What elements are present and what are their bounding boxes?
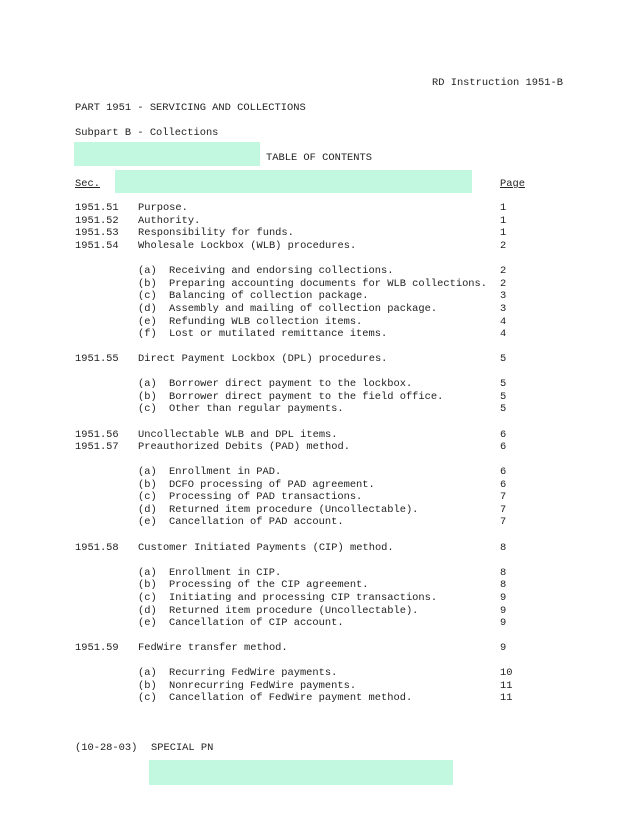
subsection-title: Processing of the CIP agreement. xyxy=(169,579,369,591)
subsection-letter: (a) xyxy=(138,567,157,579)
subsection-title: Returned item procedure (Uncollectable). xyxy=(169,605,419,617)
subsection-letter: (e) xyxy=(138,516,157,528)
subsection-letter: (e) xyxy=(138,617,157,629)
page-number: 5 xyxy=(500,391,507,403)
page-number: 6 xyxy=(500,479,507,491)
page-number: 1 xyxy=(500,215,507,227)
subsection-title: Refunding WLB collection items. xyxy=(169,316,363,328)
subsection-letter: (b) xyxy=(138,579,157,591)
page-number: 1 xyxy=(500,202,507,214)
subsection-letter: (e) xyxy=(138,316,157,328)
section-number: 1951.57 xyxy=(75,441,119,453)
page-number: 9 xyxy=(500,592,507,604)
subsection-title: Cancellation of FedWire payment method. xyxy=(169,692,413,704)
page-number: 2 xyxy=(500,240,507,252)
subsection-title: Recurring FedWire payments. xyxy=(169,667,338,679)
subsection-title: Enrollment in CIP. xyxy=(169,567,282,579)
page-number: 4 xyxy=(500,328,507,340)
part-title: PART 1951 - SERVICING AND COLLECTIONS xyxy=(75,102,306,114)
subsection-letter: (b) xyxy=(138,391,157,403)
page-number: 6 xyxy=(500,441,507,453)
section-title: Direct Payment Lockbox (DPL) procedures. xyxy=(138,353,388,365)
toc-title: TABLE OF CONTENTS xyxy=(266,152,373,164)
section-title: FedWire transfer method. xyxy=(138,642,288,654)
page-number: 11 xyxy=(500,680,513,692)
subsection-title: Lost or mutilated remittance items. xyxy=(169,328,388,340)
section-number: 1951.58 xyxy=(75,542,119,554)
subsection-letter: (d) xyxy=(138,605,157,617)
subsection-title: Returned item procedure (Uncollectable). xyxy=(169,504,419,516)
subsection-letter: (f) xyxy=(138,328,157,340)
section-title: Purpose. xyxy=(138,202,188,214)
section-title: Preauthorized Debits (PAD) method. xyxy=(138,441,351,453)
page-number: 2 xyxy=(500,265,507,277)
subsection-title: Cancellation of PAD account. xyxy=(169,516,344,528)
subsection-title: Assembly and mailing of collection package. xyxy=(169,303,438,315)
section-number: 1951.59 xyxy=(75,642,119,654)
section-number: 1951.55 xyxy=(75,353,119,365)
page-number: 5 xyxy=(500,353,507,365)
subsection-letter: (a) xyxy=(138,667,157,679)
subsection-letter: (c) xyxy=(138,491,157,503)
page-number: 2 xyxy=(500,278,507,290)
highlight-box-subpart xyxy=(74,142,260,166)
section-number: 1951.52 xyxy=(75,215,119,227)
section-title: Customer Initiated Payments (CIP) method. xyxy=(138,542,394,554)
highlight-box-footer xyxy=(149,760,453,785)
highlight-box-toc xyxy=(115,170,472,193)
subsection-title: Borrower direct payment to the field office. xyxy=(169,391,444,403)
subsection-letter: (b) xyxy=(138,278,157,290)
page-number: 5 xyxy=(500,378,507,390)
page-number: 9 xyxy=(500,605,507,617)
sec-column-header: Sec. xyxy=(75,178,100,190)
subsection-letter: (a) xyxy=(138,466,157,478)
section-number: 1951.53 xyxy=(75,227,119,239)
subsection-letter: (d) xyxy=(138,303,157,315)
page-number: 7 xyxy=(500,516,507,528)
subsection-letter: (c) xyxy=(138,692,157,704)
subsection-letter: (d) xyxy=(138,504,157,516)
subsection-letter: (a) xyxy=(138,378,157,390)
page-number: 1 xyxy=(500,227,507,239)
subsection-title: Receiving and endorsing collections. xyxy=(169,265,394,277)
section-number: 1951.54 xyxy=(75,240,119,252)
section-title: Responsibility for funds. xyxy=(138,227,294,239)
subsection-title: Initiating and processing CIP transactions. xyxy=(169,592,438,604)
page-number: 8 xyxy=(500,542,507,554)
page-number: 9 xyxy=(500,642,507,654)
page-column-header: Page xyxy=(500,178,525,190)
page-number: 8 xyxy=(500,567,507,579)
page-number: 7 xyxy=(500,491,507,503)
subsection-title: Processing of PAD transactions. xyxy=(169,491,363,503)
footer-pn: SPECIAL PN xyxy=(151,742,214,754)
subsection-letter: (c) xyxy=(138,403,157,415)
subsection-title: Cancellation of CIP account. xyxy=(169,617,344,629)
section-title: Uncollectable WLB and DPL items. xyxy=(138,429,338,441)
page-number: 11 xyxy=(500,692,513,704)
page-number: 6 xyxy=(500,466,507,478)
subsection-letter: (c) xyxy=(138,290,157,302)
footer-date: (10-28-03) xyxy=(75,742,138,754)
section-number: 1951.51 xyxy=(75,202,119,214)
page-number: 3 xyxy=(500,303,507,315)
section-number: 1951.56 xyxy=(75,429,119,441)
subsection-title: Borrower direct payment to the lockbox. xyxy=(169,378,413,390)
subsection-title: Nonrecurring FedWire payments. xyxy=(169,680,357,692)
subsection-letter: (c) xyxy=(138,592,157,604)
section-title: Authority. xyxy=(138,215,201,227)
page-number: 6 xyxy=(500,429,507,441)
subsection-title: Enrollment in PAD. xyxy=(169,466,282,478)
page-number: 9 xyxy=(500,617,507,629)
subsection-letter: (b) xyxy=(138,479,157,491)
page-number: 10 xyxy=(500,667,513,679)
page-number: 8 xyxy=(500,579,507,591)
instruction-number: RD Instruction 1951-B xyxy=(432,77,563,89)
subsection-title: DCFO processing of PAD agreement. xyxy=(169,479,375,491)
subsection-title: Balancing of collection package. xyxy=(169,290,369,302)
subsection-title: Other than regular payments. xyxy=(169,403,344,415)
page-number: 4 xyxy=(500,316,507,328)
page-number: 7 xyxy=(500,504,507,516)
subpart-title: Subpart B - Collections xyxy=(75,127,219,139)
page-number: 5 xyxy=(500,403,507,415)
subsection-letter: (b) xyxy=(138,680,157,692)
section-title: Wholesale Lockbox (WLB) procedures. xyxy=(138,240,357,252)
subsection-title: Preparing accounting documents for WLB collections. xyxy=(169,278,488,290)
page-number: 3 xyxy=(500,290,507,302)
subsection-letter: (a) xyxy=(138,265,157,277)
